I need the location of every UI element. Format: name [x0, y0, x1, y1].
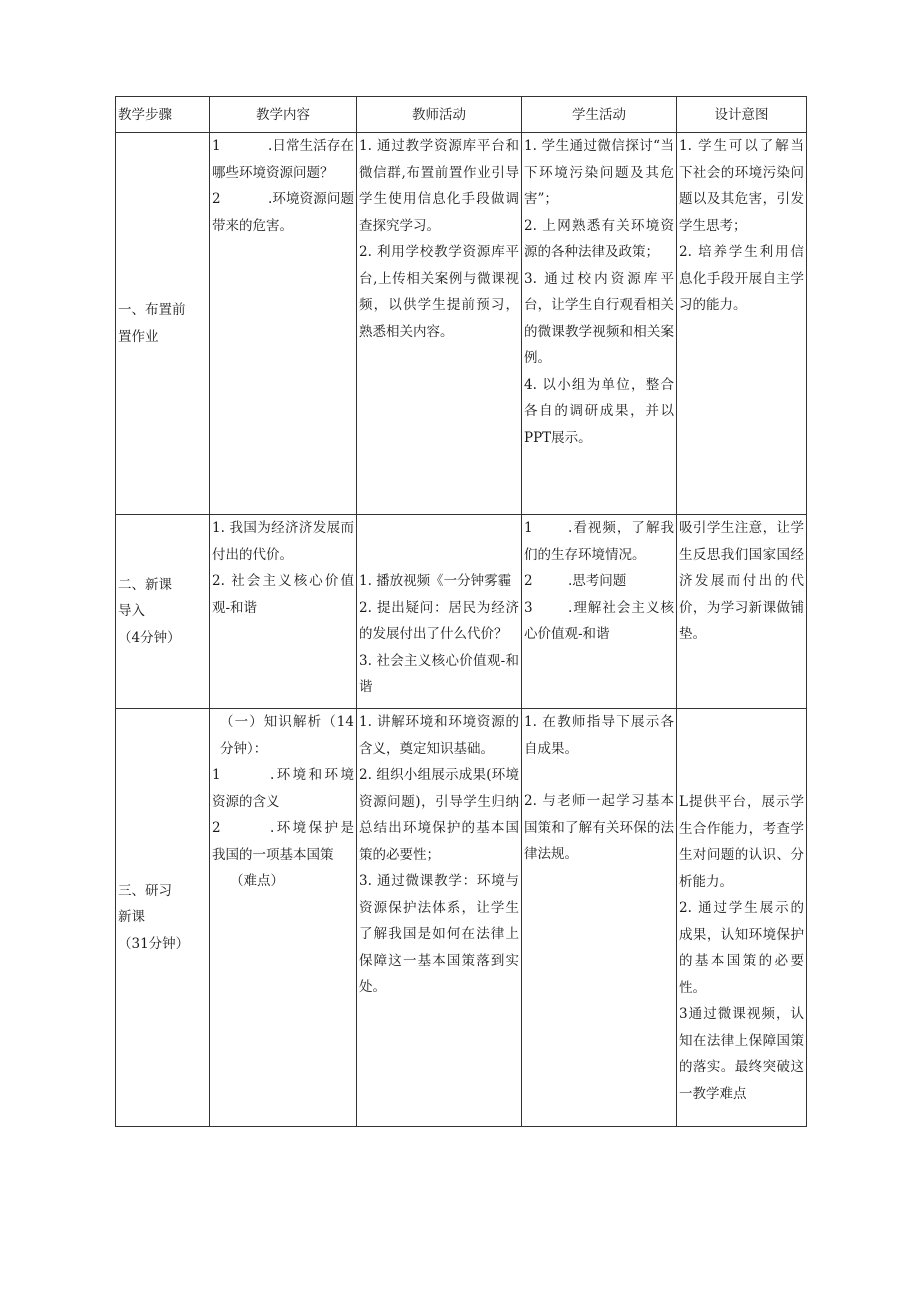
- step-cell: 二、新课 导入 （4分钟）: [116, 515, 210, 709]
- table-row: [116, 709, 807, 1127]
- header-design: 设计意图: [677, 97, 807, 133]
- student-cell: 1 .看视频，了解我们的生存环境情况。 2 .思考问题 3 .理解社会主义核心价值观-和谐: [522, 515, 677, 709]
- table-row: [116, 515, 807, 709]
- lesson-plan-table: [115, 96, 807, 1127]
- table-row: [116, 133, 807, 515]
- teacher-cell: 1. 播放视频《一分钟雾霾 2. 提出疑问：居民为经济的发展付出了什么代价？ 3. 社会主义核心价值观-和谐: [357, 515, 522, 709]
- student-cell: 1. 学生通过微信探讨“当下环境污染问题及其危害”； 2. 上网熟悉有关环境资源的各种法律及政策； 3. 通过校内资源库平台，让学生自行观看相关的微课教学视频和相关案例。 4. 以小组为单位，整合各自的调研成果，并以PPT展示。: [522, 133, 677, 515]
- header-row: [116, 97, 807, 133]
- content-cell: （一）知识解析（14分钟）： 1 .环境和环境资源的含义 2 .环境保护是我国的一项基本国策 （难点）: [210, 709, 357, 1127]
- header-teacher: 教师活动: [357, 97, 522, 133]
- content-cell: 1 .日常生活存在哪些环境资源问题？ 2 .环境资源问题带来的危害。: [210, 133, 357, 515]
- design-cell: 1. 学生可以了解当下社会的环境污染问题以及其危害，引发学生思考； 2. 培养学生利用信息化手段开展自主学习的能力。: [677, 133, 807, 515]
- header-student: 学生活动: [522, 97, 677, 133]
- content-cell: 1. 我国为经济济发展而付出的代价。 2. 社会主义核心价值观-和谐: [210, 515, 357, 709]
- step-cell: 一、布置前 置作业: [116, 133, 210, 515]
- teacher-cell: 1. 讲解环境和环境资源的含义，奠定知识基础。 2. 组织小组展示成果(环境资源问题)，引导学生归纳总结出环境保护的基本国策的必要性； 3. 通过微课教学：环境与资源保护法体系，让学生了解我国是如何在法律上保障这一基本国策落到实处。: [357, 709, 522, 1127]
- design-cell: 吸引学生注意，让学生反思我们国家国经济发展而付出的代价，为学习新课做铺垫。: [677, 515, 807, 709]
- header-step: 教学步骤: [116, 97, 210, 133]
- header-content: 教学内容: [210, 97, 357, 133]
- student-cell: 1. 在教师指导下展示各自成果。 2. 与老师一起学习基本国策和了解有关环保的法律法规。: [522, 709, 677, 1127]
- teacher-cell: 1. 通过教学资源库平台和微信群,布置前置作业引导学生使用信息化手段做调查探究学习。 2. 利用学校教学资源库平台,上传相关案例与微课视频，以供学生提前预习，熟悉相关内容。: [357, 133, 522, 515]
- design-cell: L提供平台，展示学生合作能力，考查学生对问题的认识、分析能力。 2. 通过学生展示的成果，认知环境保护的基本国策的必要性。 3通过微课视频，认知在法律上保障国策的落实。最终突破这一教学难点: [677, 709, 807, 1127]
- step-cell: 三、研习 新课 （31分钟）: [116, 709, 210, 1127]
